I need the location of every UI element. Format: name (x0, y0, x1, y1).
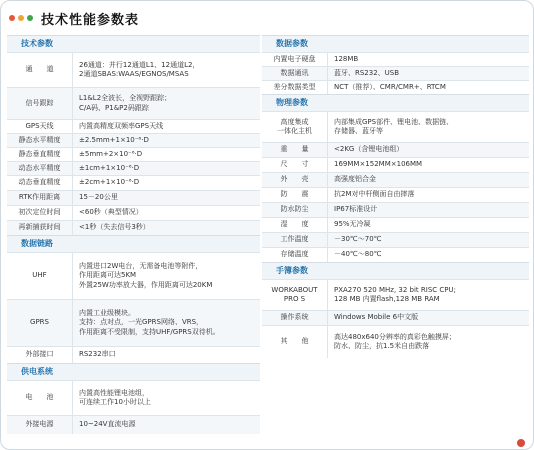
section-header: 技术参数 (7, 35, 260, 52)
spec-label: 外部接口 (7, 347, 73, 363)
spec-row (262, 142, 529, 157)
spec-value: 高达480x640分辨率的真彩色触摸屏； 防水、防尘，抗1.5米自由跌落 (334, 332, 456, 350)
spec-row (262, 202, 529, 217)
spec-label: WORKABOUT PRO S (262, 280, 328, 310)
section-header: 手簿参数 (262, 262, 529, 279)
spec-label: 重 量 (262, 143, 328, 157)
section-header: 物理参数 (262, 94, 529, 111)
spec-label: 信号跟踪 (7, 88, 73, 119)
spec-row (7, 87, 260, 119)
spec-label: 差分数据类型 (262, 81, 328, 94)
spec-value: 10~24V直流电源 (79, 420, 136, 429)
spec-value: ±2.5mm+1×10⁻⁶·D (79, 135, 149, 144)
spec-row (262, 187, 529, 202)
spec-label: 外 壳 (262, 173, 328, 187)
spec-label: 湿 度 (262, 218, 328, 232)
spec-label: 电 池 (7, 381, 73, 415)
spec-label: 存储温度 (262, 248, 328, 262)
spec-value: NCT（推荐）、CMR/CMR+、RTCM (334, 82, 446, 91)
spec-label: 工作温度 (262, 233, 328, 247)
spec-row (7, 220, 260, 235)
spec-value: 15－20公里 (79, 193, 118, 202)
spec-value: ±2cm+1×10⁻⁶·D (79, 178, 140, 187)
spec-label: 静态垂直精度 (7, 148, 73, 161)
spec-row (262, 247, 529, 262)
window-dots (9, 15, 33, 21)
spec-value: 抗2M对中杆侧面自由摔落 (334, 190, 415, 199)
spec-columns (7, 35, 527, 435)
spec-value: ±1cm+1×10⁻⁶·D (79, 163, 140, 172)
spec-row (7, 190, 260, 205)
spec-value: 26通道：并行12通道L1、12通道L2， 2通道SBAS:WAAS/EGNOS/MSAS (79, 60, 200, 78)
spec-label: GPRS (7, 300, 73, 346)
spec-value: <1秒（失去信号3秒） (79, 223, 150, 232)
spec-value: 内置高性能锂电池组， 可连续工作10小时以上 (79, 388, 151, 406)
spec-value: 内置工业级模块。 支持：点对点，一光GPRS网络、VRS， 作用距离不受限制，支持UHF/GPRS双待机。 (79, 308, 220, 336)
spec-row (262, 325, 529, 358)
spec-row (262, 217, 529, 232)
spec-row (262, 66, 529, 80)
spec-row (7, 252, 260, 299)
section-header: 数据参数 (262, 35, 529, 52)
spec-value: RS232串口 (79, 350, 116, 359)
spec-value: ±5mm+2×10⁻⁶·D (79, 149, 143, 158)
spec-row (262, 157, 529, 172)
spec-row (7, 133, 260, 147)
spec-row (7, 415, 260, 434)
spec-value: 内置高精度双频率GPS天线 (79, 121, 164, 130)
spec-value: 内置进口2W电台，无需备电池等附件， 作用距离可达5KM 外置25W功率放大器，作用距离可达20KM (79, 261, 213, 289)
spec-label: 高度集成 一体化主机 (262, 112, 328, 142)
orange-dot-icon (18, 15, 24, 21)
spec-row (7, 161, 260, 175)
spec-value: <60秒（典型情况） (79, 208, 143, 217)
spec-label: 数据通讯 (262, 67, 328, 80)
spec-label: 初次定位时间 (7, 206, 73, 220)
spec-row (262, 80, 529, 94)
spec-value: L1&L2全波长，全视野跟踪； C/A码、P1&P2码跟踪 (79, 94, 172, 112)
spec-row (7, 147, 260, 161)
spec-label: 操作系统 (262, 311, 328, 325)
spec-row (7, 52, 260, 87)
spec-value: 128MB (334, 54, 359, 63)
corner-mark-icon (517, 439, 525, 447)
spec-value: －30℃～70℃ (334, 235, 382, 244)
right-column (262, 35, 529, 435)
spec-value: 169MM×152MM×106MM (334, 160, 423, 169)
spec-value: 内部集成GPS部件、锂电池、数据链、 存储器、蓝牙等 (334, 117, 454, 135)
section-header: 数据链路 (7, 235, 260, 252)
spec-label: 防 震 (262, 188, 328, 202)
spec-row (7, 175, 260, 190)
spec-row (7, 346, 260, 363)
spec-value: －40℃～80℃ (334, 250, 382, 259)
spec-row (7, 299, 260, 346)
spec-label: 通 道 (7, 53, 73, 87)
spec-row (262, 172, 529, 187)
spec-label: 尺 寸 (262, 158, 328, 172)
page-title: 技术性能参数表 (41, 12, 140, 28)
spec-row (7, 205, 260, 220)
spec-value: 95%无冷凝 (334, 220, 371, 229)
spec-row (7, 380, 260, 415)
left-column (7, 35, 260, 435)
spec-label: 动态水平精度 (7, 162, 73, 175)
spec-label: GPS天线 (7, 120, 73, 133)
spec-value: Windows Mobile 6中文版 (334, 313, 419, 322)
spec-value: PXA270 520 MHz, 32 bit RISC CPU; 128 MB 内置flash,128 MB RAM (334, 285, 456, 303)
section-header: 供电系统 (7, 363, 260, 380)
spec-value: IP67标准设计 (334, 205, 378, 214)
spec-row (262, 111, 529, 142)
spec-row (262, 52, 529, 66)
header (1, 1, 533, 35)
spec-label: 其 他 (262, 326, 328, 358)
spec-label: UHF (7, 253, 73, 299)
spec-value: 蓝牙、RS232、USB (334, 68, 400, 77)
spec-label: 动态垂直精度 (7, 176, 73, 190)
spec-label: 外接电源 (7, 416, 73, 434)
spec-value: 高强度铝合金 (334, 175, 376, 184)
spec-row (7, 119, 260, 133)
spec-label: 防水防尘 (262, 203, 328, 217)
spec-label: 再新捕获时间 (7, 221, 73, 235)
spec-label: 内置电子硬盘 (262, 53, 328, 66)
red-dot-icon (9, 15, 15, 21)
spec-row (262, 279, 529, 310)
spec-label: RTK作用距离 (7, 191, 73, 205)
spec-label: 静态水平精度 (7, 134, 73, 147)
green-dot-icon (27, 15, 33, 21)
spec-row (262, 310, 529, 325)
spec-value: <2KG（含锂电池组） (334, 145, 404, 154)
spec-row (262, 232, 529, 247)
